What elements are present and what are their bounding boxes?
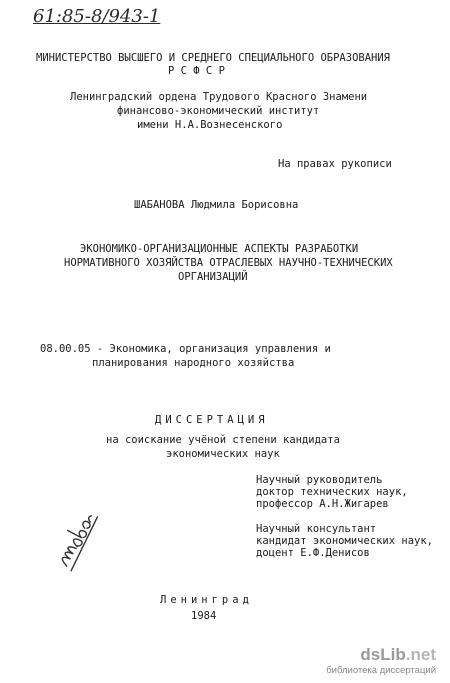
watermark-logo-tld: .net — [405, 645, 436, 664]
signature-icon — [40, 505, 110, 575]
supervisor-line-2: доктор технических наук, — [256, 486, 408, 498]
year: 1984 — [191, 610, 217, 622]
degree-line-2: экономических наук — [166, 448, 280, 460]
document-type: ДИССЕРТАЦИЯ — [155, 414, 269, 426]
watermark-logo-main: dsLib — [360, 645, 406, 664]
supervisor-line-1: Научный руководитель — [256, 474, 383, 486]
consultant-line-3: доцент Е.Ф.Денисов — [256, 547, 370, 559]
title-line-2: НОРМАТИВНОГО ХОЗЯЙСТВА ОТРАСЛЕВЫХ НАУЧНО-ТЕХНИЧЕСКИХ — [64, 257, 393, 269]
title-line-1: ЭКОНОМИКО-ОРГАНИЗАЦИОННЫЕ АСПЕКТЫ РАЗРАБОТКИ — [80, 243, 359, 255]
author-name: ШАБАНОВА Людмила Борисовна — [134, 199, 299, 211]
ministry-line-1: МИНИСТЕРСТВО ВЫСШЕГО И СРЕДНЕГО СПЕЦИАЛЬНОГО ОБРАЗОВАНИЯ — [36, 52, 391, 64]
specialty-line-1: 08.00.05 - Экономика, организация управления и — [40, 343, 331, 355]
institute-line-3: имени Н.А.Вознесенского — [137, 119, 283, 131]
institute-line-2: финансово-экономический институт — [117, 105, 320, 117]
rights-note: На правах рукописи — [278, 158, 392, 170]
title-line-3: ОРГАНИЗАЦИЙ — [178, 271, 248, 283]
handwritten-signature — [40, 505, 110, 575]
supervisor-line-3: профессор А.Н.Жигарев — [256, 498, 389, 510]
watermark-logo — [360, 645, 436, 665]
consultant-line-2: кандидат экономических наук, — [256, 535, 434, 547]
handwritten-code: 61:85-8/943-1 — [33, 6, 161, 27]
city: Ленинград — [160, 594, 253, 606]
ministry-line-2: Р С Ф С Р — [168, 65, 225, 77]
degree-line-1: на соискание учёной степени кандидата — [106, 434, 340, 446]
watermark — [326, 645, 436, 676]
consultant-line-1: Научный консультант — [256, 523, 377, 535]
watermark-subtitle: библиотека диссертаций — [326, 665, 436, 676]
specialty-line-2: планирования народного хозяйства — [92, 357, 295, 369]
institute-line-1: Ленинградский ордена Трудового Красного Знамени — [70, 91, 368, 103]
